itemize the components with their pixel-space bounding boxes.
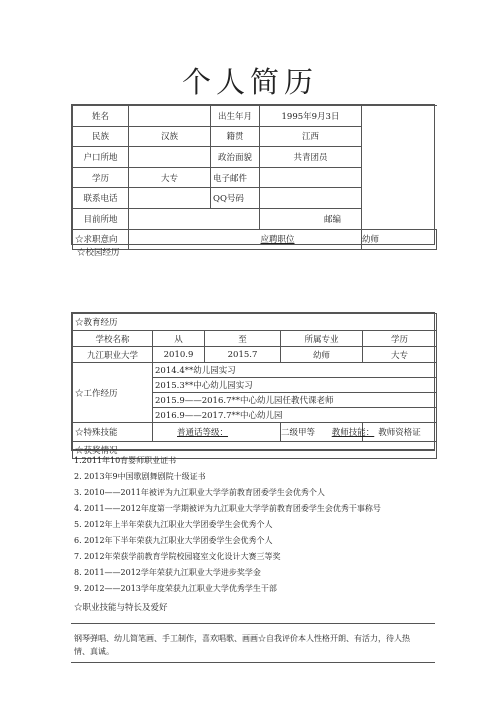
hukou-label: 户口所地 [73,147,129,168]
edu-section-label: ☆教育经历 [73,314,437,331]
education-table [71,312,435,456]
qq-label: QQ号码 [211,188,260,209]
edu-degree: 大专 [363,347,437,363]
teacher-skill-label: 教师技能： [331,428,375,438]
edu-header-major: 所属专业 [281,331,363,347]
row-intent [73,229,437,250]
skills-row [73,423,437,442]
hobby-text-line-2: 情、真诚。 [74,647,114,656]
basic-info-table [71,104,435,245]
phone-value [129,188,211,209]
award-item-3: 3. 2010——2011年被评为九江职业大学学前教育团委学生会优秀个人 [74,488,325,497]
name-value [129,106,211,127]
work-item-3: 2015.9——2016.7**中心幼儿园任教代课老师 [153,393,437,408]
skills-label: ☆特殊技能 [73,423,153,442]
edu-from: 2010.9 [153,347,205,363]
phone-label: 联系电话 [73,188,129,209]
qq-value [260,188,362,209]
bottom-rule [71,662,435,663]
address-label: 目前所地 [73,208,129,229]
edu-data-row [73,347,437,363]
page-title: 个人简历 [181,65,318,99]
award-item-7: 7. 2012年荣获学前教育学院校园寝室文化设计大赛三等奖 [74,552,281,561]
award-item-6: 6. 2012年下半年荣获九江职业大学团委学生会优秀个人 [74,536,273,545]
awards-section [71,450,435,624]
intent-position-label [211,229,362,250]
name-label: 姓名 [73,106,129,127]
mandarin-label: 普通话等级： [177,428,229,438]
hobby-label: ☆职业技能与特长及爱好 [74,603,168,613]
birth-value: 1995年9月3日 [260,106,362,127]
work-label: ☆工作经历 [73,363,153,423]
award-item-9: 9. 2012——2013学年度荣获九江职业大学优秀学生干部 [74,584,277,593]
edu-school: 九江职业大学 [73,347,153,363]
edu-header-degree: 学历 [363,331,437,347]
work-row-1 [73,363,437,378]
hukou-value [129,147,211,168]
award-item-5: 5. 2012年上半年荣获九江职业大学团委学生会优秀个人 [74,520,273,529]
edu-section-row [73,314,437,331]
edu-header-school: 学校名称 [73,331,153,347]
campus-label: ☆校园经历 [77,248,120,258]
postcode-label: 邮编 [260,208,362,229]
awards-label: ☆获奖情况 [73,442,437,459]
photo-cell [362,106,437,230]
award-item-1: 1.2011年10育婴师职业证书 [74,456,177,465]
ethnicity-label: 民族 [73,126,129,147]
mandarin-value [281,423,375,442]
ethnicity-value: 汉族 [129,126,211,147]
work-item-4: 2016.9——2017.7**中心幼儿园 [153,408,437,423]
edu-major: 幼师 [281,347,363,363]
edu-header-row [73,331,437,347]
award-item-2: 2. 2013年9中国歌剧舞剧院十级证书 [74,472,206,481]
work-item-1: 2014.4**幼儿园实习 [153,363,437,378]
birth-label: 出生年月 [211,106,260,127]
education-label: 学历 [73,167,129,188]
edu-header-to: 至 [205,331,281,347]
mandarin-value-text: 二级甲等 [281,428,316,438]
award-item-8: 8. 2011——2012学年荣获九江职业大学进步奖学金 [74,568,261,577]
teacher-cert: 教师资格证 [363,423,437,442]
intent-label: ☆求职意向 [73,229,129,250]
row-name-birth [73,106,437,127]
intent-position-text: 应聘职位 [260,235,295,246]
hobby-text-line-1: 钢琴弹唱、幼儿简笔画、手工制作，喜欢唱歌、画画☆自我评价本人性格开朗、有活力，待人热 [74,634,410,643]
work-item-2: 2015.3**中心幼儿园实习 [153,378,437,393]
edu-to: 2015.7 [205,347,281,363]
address-value [129,208,260,229]
politics-label: 政治面貌 [211,147,260,168]
origin-label: 籍贯 [211,126,260,147]
intent-position-value: 幼师 [362,229,437,250]
origin-value: 江西 [260,126,362,147]
intent-spacer [129,229,211,250]
education-value: 大专 [129,167,211,188]
email-value [260,167,362,188]
mandarin-label-cell [153,423,281,442]
email-label: 电子邮件 [211,167,260,188]
edu-header-from: 从 [153,331,205,347]
award-item-4: 4. 2011——2012年度第一学期被评为九江职业大学学前教育团委学生会优秀干事称号 [74,504,381,513]
politics-value: 共青团员 [260,147,362,168]
